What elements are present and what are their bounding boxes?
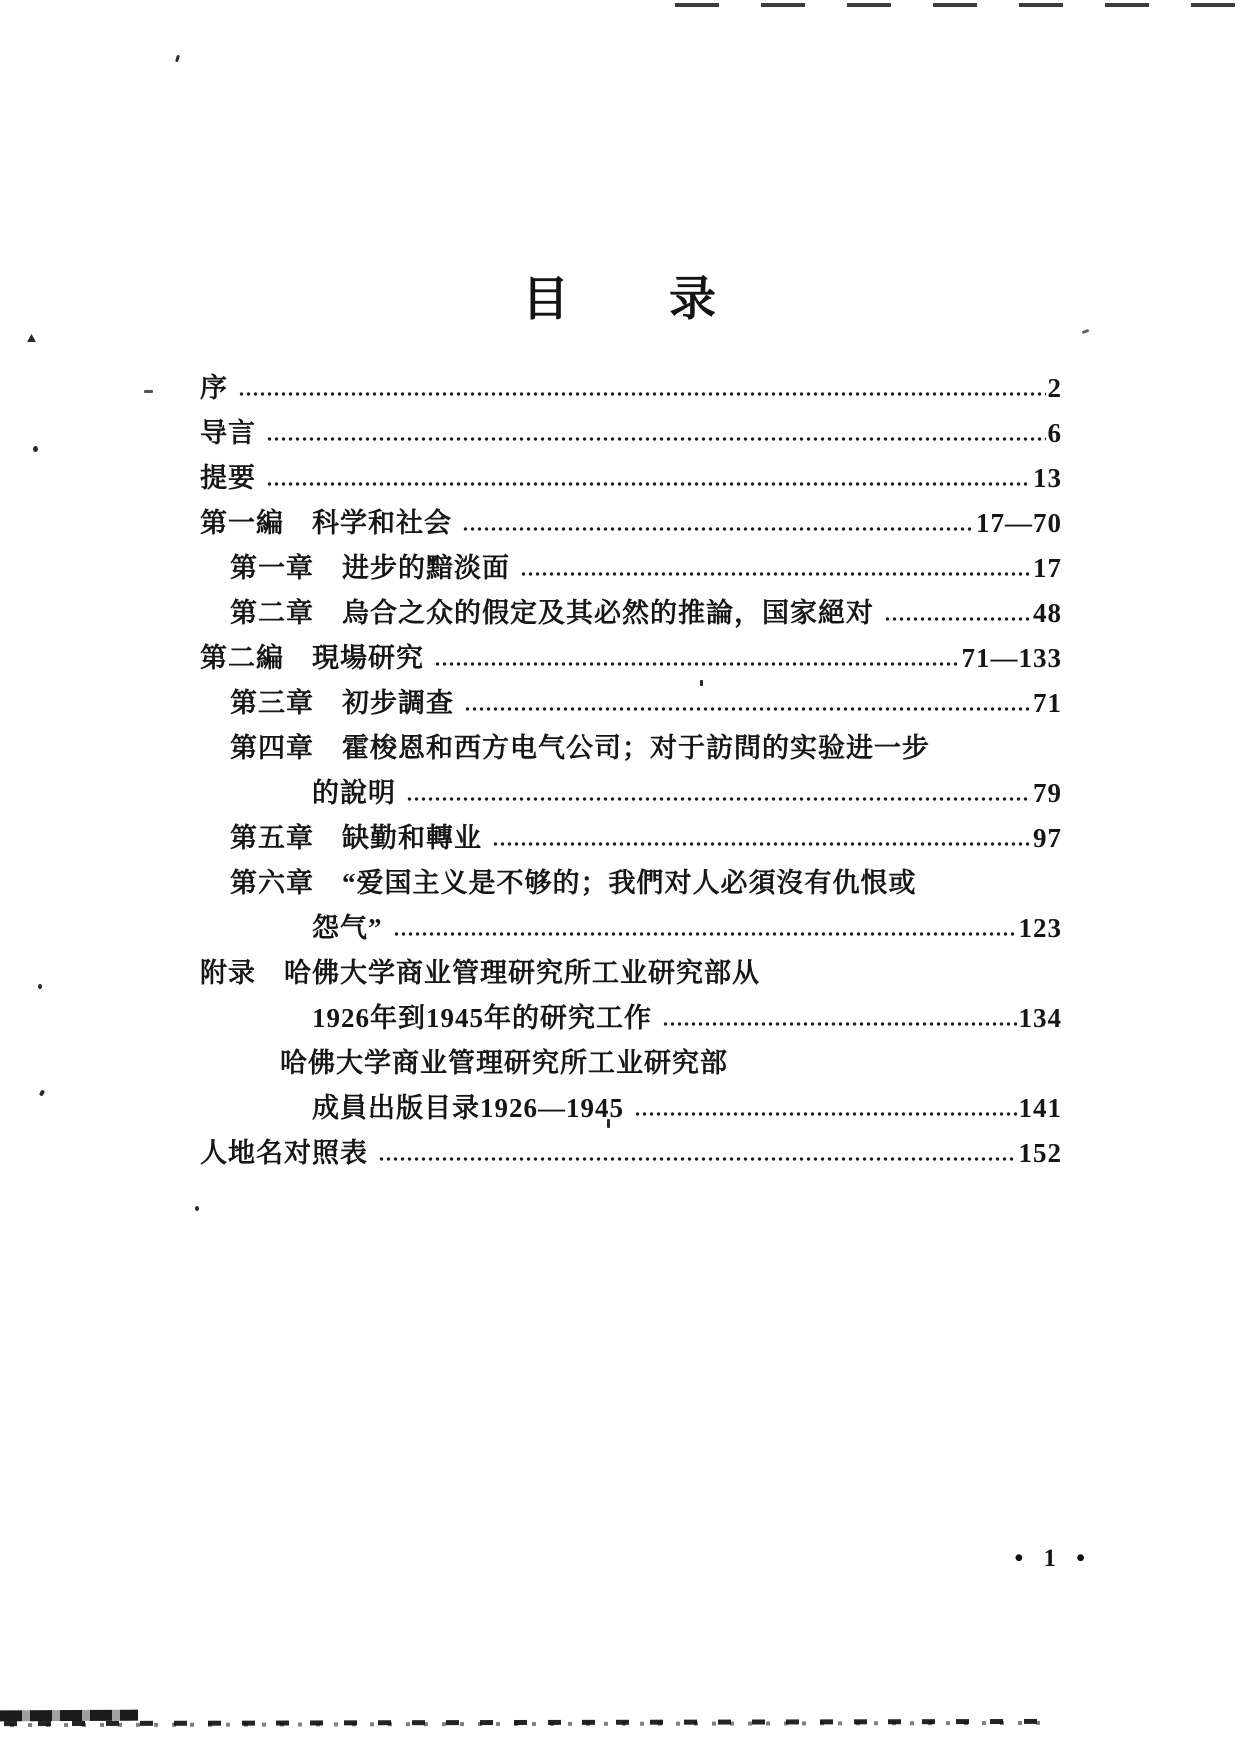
scan-speck xyxy=(144,390,153,393)
toc-entry-page-number: 97 xyxy=(1033,823,1062,853)
toc-entry-title: 第四章 霍梭恩和西方电气公司；对于訪問的实验进一步 xyxy=(230,733,930,763)
toc-entry-title: 怨气” xyxy=(312,913,383,943)
toc-entry-page-number: 48 xyxy=(1033,598,1062,628)
toc-entry-title: 第一章 进步的黯淡面 xyxy=(230,553,510,583)
toc-row xyxy=(200,810,1062,855)
dotted-leader xyxy=(520,540,1031,585)
toc-entry-page-number: 17 xyxy=(1033,553,1062,583)
toc-row xyxy=(200,990,1062,1035)
toc-entry-page-number: 71—133 xyxy=(961,643,1062,673)
toc-row xyxy=(200,765,1062,810)
scan-speck xyxy=(1082,329,1090,334)
toc-entry-title: 的說明 xyxy=(312,778,396,808)
dotted-leader xyxy=(434,630,960,675)
toc-row xyxy=(200,720,1062,765)
toc-entry-title: 序 xyxy=(200,373,228,403)
toc-entry-title: 成員出版目录1926—1945 xyxy=(312,1093,624,1123)
toc-row xyxy=(200,900,1062,945)
dotted-leader xyxy=(238,360,1046,405)
toc-entry-page-number: 2 xyxy=(1047,373,1062,403)
scan-speck xyxy=(38,984,42,989)
dotted-leader xyxy=(406,765,1031,810)
scan-speck xyxy=(175,55,180,63)
toc-row xyxy=(200,405,1062,450)
toc-entry-title: 第二章 烏合之众的假定及其必然的推論，国家絕对 xyxy=(230,598,874,628)
toc-row xyxy=(200,540,1062,585)
toc-entry-page-number: 123 xyxy=(1018,913,1062,943)
toc-row xyxy=(200,495,1062,540)
toc-entry-title: 导言 xyxy=(200,418,256,448)
toc-entry-title: 哈佛大学商业管理研究所工业研究部 xyxy=(280,1048,728,1078)
toc-entry-title: 第二編 現場研究 xyxy=(200,643,424,673)
toc-entry-title: 第六章 “爱国主义是不够的；我們对人必須沒有仇恨或 xyxy=(230,868,917,898)
toc-entry-title: 第一編 科学和社会 xyxy=(200,508,452,538)
footer-page-number: • 1 • xyxy=(1014,1545,1092,1572)
toc-entry-page-number: 13 xyxy=(1033,463,1062,493)
toc-entry-title: 人地名对照表 xyxy=(200,1138,368,1168)
toc-row xyxy=(200,675,1062,720)
dotted-leader xyxy=(462,495,974,540)
toc-entry-title: 第三章 初步調查 xyxy=(230,688,454,718)
scan-artifact-bottom-noise xyxy=(4,1713,1044,1727)
toc-row xyxy=(200,630,1062,675)
scan-artifact-bottom-noise-edge xyxy=(0,1710,138,1722)
toc-entry-page-number: 141 xyxy=(1018,1093,1062,1123)
toc-entry-page-number: 134 xyxy=(1018,1003,1062,1033)
dotted-leader xyxy=(266,405,1046,450)
toc-row xyxy=(200,585,1062,630)
scan-speck xyxy=(33,446,38,452)
toc-entry-title: 1926年到1945年的研究工作 xyxy=(312,1003,652,1033)
toc-entry-title: 附录 哈佛大学商业管理研究所工业研究部从 xyxy=(200,958,760,988)
scan-speck xyxy=(27,334,36,342)
dotted-leader xyxy=(378,1125,1017,1170)
dotted-leader xyxy=(393,900,1017,945)
toc-entry-page-number: 71 xyxy=(1033,688,1062,718)
scan-artifact-top-dashes xyxy=(675,3,1240,7)
dotted-leader xyxy=(266,450,1031,495)
dotted-leader xyxy=(464,675,1031,720)
toc-entry-page-number: 79 xyxy=(1033,778,1062,808)
toc-entry-title: 提要 xyxy=(200,463,256,493)
toc-entry-title: 第五章 缺勤和轉业 xyxy=(230,823,482,853)
toc-row xyxy=(200,1125,1062,1170)
toc-entry-page-number: 17—70 xyxy=(976,508,1062,538)
dotted-leader xyxy=(884,585,1031,630)
toc-row xyxy=(200,1080,1062,1125)
dotted-leader xyxy=(634,1080,1017,1125)
page-title: 目 录 xyxy=(522,274,718,326)
toc-row xyxy=(200,855,1062,900)
scan-speck xyxy=(195,1206,199,1211)
toc-entry-page-number: 152 xyxy=(1018,1138,1062,1168)
toc-row xyxy=(200,945,1062,990)
toc-row xyxy=(200,450,1062,495)
toc-row xyxy=(200,1035,1062,1080)
toc-row xyxy=(200,360,1062,405)
dotted-leader xyxy=(492,810,1031,855)
dotted-leader xyxy=(662,990,1017,1035)
scan-speck xyxy=(39,1089,45,1096)
table-of-contents xyxy=(200,360,1062,1170)
toc-entry-page-number: 6 xyxy=(1047,418,1062,448)
